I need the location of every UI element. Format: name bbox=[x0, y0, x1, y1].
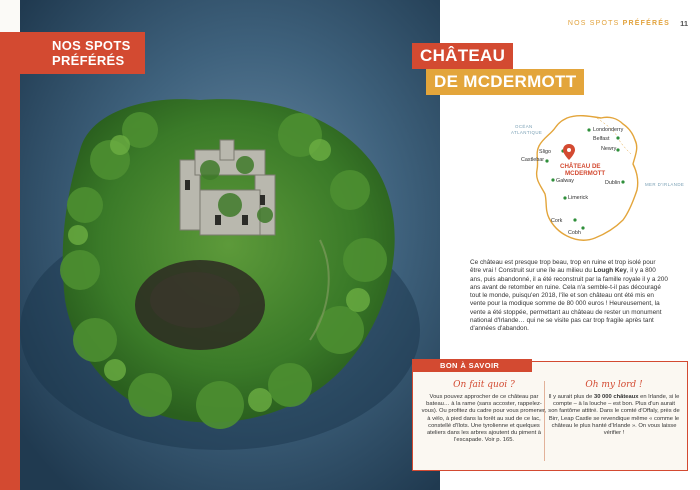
info-col2-title: Oh my lord ! bbox=[585, 380, 643, 390]
ireland-map bbox=[505, 110, 685, 250]
city-label-cork: Cork bbox=[551, 218, 563, 224]
city-label-londonderry: Londonderry bbox=[593, 127, 624, 133]
city-label-castlebar: Castlebar bbox=[521, 157, 545, 163]
map-pin-icon bbox=[563, 144, 575, 160]
section-title-line1: NOS SPOTS bbox=[52, 38, 131, 53]
running-header bbox=[568, 20, 670, 27]
sea-label: MER D'IRLANDE bbox=[645, 182, 685, 187]
info-box-label: BON À SAVOIR bbox=[412, 359, 532, 372]
info-col1-text: Vous pouvez approcher de ce château par bateau… à la rame (sans accoster, rappelez-vous). Ou profitez du cadre pour vous promener, à vélo, à pied dans la forêt au sud de ce lac, constellé d'îlots. Une tyrolienne et quelques ateliers dans les arbres ajoutent du piment à l'escapade. Voir p. 165. bbox=[421, 394, 547, 444]
city-dot-cobh bbox=[581, 226, 584, 229]
ocean-label-line1: OCÉAN bbox=[515, 124, 533, 129]
article-body-part1: Ce château est presque trop beau, trop en ruine et trop isolé pour être vrai ! Construit sur une île au milieu du bbox=[470, 259, 656, 275]
map-highlight-line2: MCDERMOTT bbox=[565, 170, 606, 177]
article-body bbox=[470, 259, 668, 334]
chateau-title-line2: DE MCDERMOTT bbox=[426, 69, 584, 95]
city-dot-galway bbox=[551, 178, 554, 181]
city-dot-belfast bbox=[616, 136, 619, 139]
city-label-cobh: Cobh bbox=[568, 230, 581, 236]
article-body-part2: , il y a 800 ans, puis abandonné, il a été reconstruit par la famille royale il y a 200 ans avant de retomber en ruine. Cela n'a semble-t-il pas découragé tout le monde, puisqu'en 2018, l'île et son château ont été mis en vente pour la modique somme de 80 000 euros ! Heureusement, la vente a été stoppée, permettant au château de rester un monument national d'Irlande… qui ne se visite pas car trop fragile après tant d'années d'abandon. bbox=[470, 267, 668, 333]
city-dot-cork bbox=[573, 218, 576, 221]
red-side-bar bbox=[0, 32, 20, 490]
info-col2-text-part2: en Irlande, si le compte – à la louche – est bon. Plus d'un aurait son fantôme attitré. Dans le comté d'Offaly, près de Birr, Leap Castle se revendique même « comme le château le plus hanté d'Irlande ». On vous laisse vérifier ! bbox=[548, 394, 680, 437]
city-label-sligo: Sligo bbox=[539, 149, 551, 155]
chateau-title-line1: CHÂTEAU bbox=[412, 43, 513, 69]
info-col-activities bbox=[420, 380, 548, 444]
page-number: 11 bbox=[680, 19, 688, 28]
city-dot-newry bbox=[616, 148, 619, 151]
running-header-prefix: NOS SPOTS bbox=[567, 20, 623, 27]
chateau-title bbox=[412, 43, 584, 95]
city-label-galway: Galway bbox=[556, 178, 574, 184]
city-dot-dublin bbox=[621, 180, 624, 183]
city-label-belfast: Belfast bbox=[593, 136, 610, 142]
city-label-newry: Newry bbox=[601, 146, 617, 152]
section-title-label bbox=[0, 32, 145, 74]
article-body-bold: Lough Key bbox=[593, 267, 627, 275]
info-col2-text bbox=[548, 394, 680, 437]
running-header-bold: PRÉFÉRÉS bbox=[622, 20, 670, 27]
city-label-limerick: Limerick bbox=[568, 195, 589, 201]
info-col2-bold: 30 000 châteaux bbox=[594, 394, 639, 400]
info-col-castles bbox=[548, 380, 680, 437]
city-dot-castlebar bbox=[545, 159, 548, 162]
info-col2-text-part1: Il y aurait plus de bbox=[548, 394, 594, 400]
city-dot-londonderry bbox=[587, 128, 590, 131]
info-col1-title: On fait quoi ? bbox=[453, 380, 515, 390]
city-label-dublin: Dublin bbox=[605, 180, 621, 186]
ocean-label-line2: ATLANTIQUE bbox=[511, 130, 543, 135]
map-highlight-line1: CHÂTEAU DE bbox=[560, 163, 601, 170]
city-dot-limerick bbox=[563, 196, 566, 199]
section-title-line2: PRÉFÉRÉS bbox=[52, 53, 125, 68]
